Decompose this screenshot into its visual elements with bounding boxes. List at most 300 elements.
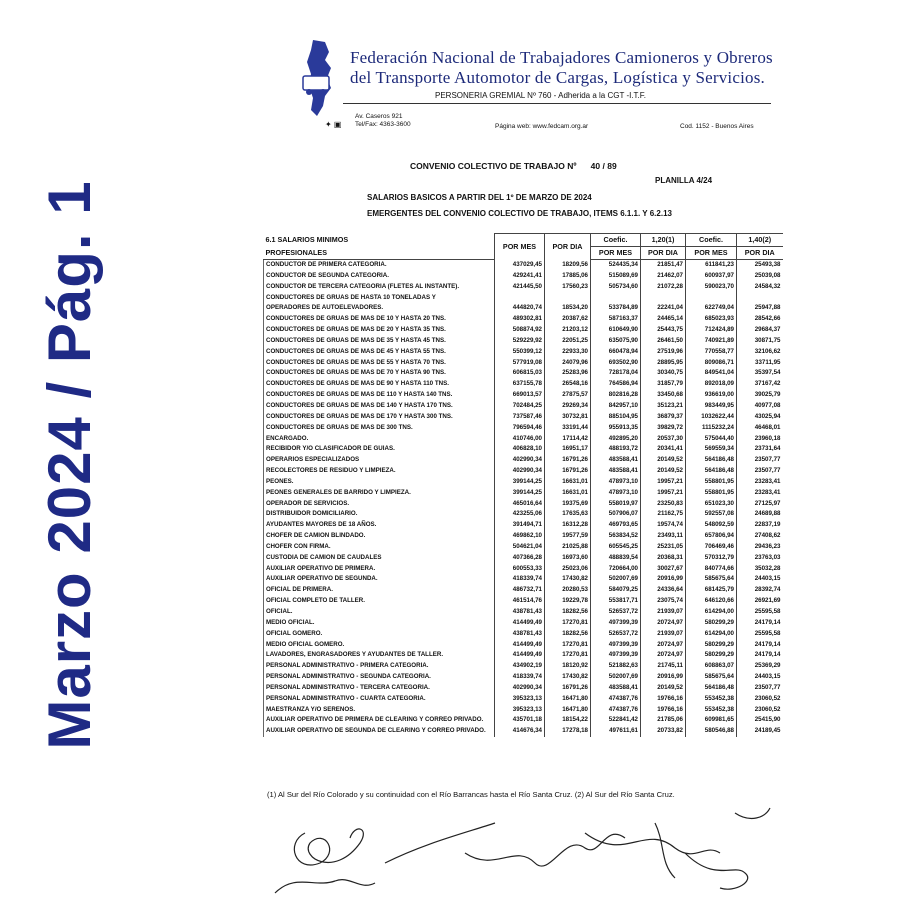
cell-por-mes: 402990,34 — [495, 455, 545, 466]
cell-por-mes-140: 608863,07 — [686, 661, 737, 672]
cell-por-mes: 418339,74 — [495, 672, 545, 683]
cell-por-dia-120 — [641, 293, 686, 304]
cell-por-dia-140: 24179,14 — [737, 640, 783, 651]
profesionales-header: PROFESIONALES — [264, 247, 495, 260]
cell-por-mes-140: 611841,23 — [686, 260, 737, 271]
cell-por-mes-140: 592557,08 — [686, 509, 737, 520]
cell-por-dia-120: 33450,68 — [641, 390, 686, 401]
cell-por-dia: 16631,01 — [545, 488, 591, 499]
cell-por-dia-120: 31857,79 — [641, 379, 686, 390]
table-row — [264, 629, 783, 640]
cell-por-mes-120: 507906,07 — [591, 509, 641, 520]
cell-por-mes-120: 533784,89 — [591, 303, 641, 314]
cell-por-mes-140: 585675,64 — [686, 672, 737, 683]
cell-por-dia: 20280,53 — [545, 585, 591, 596]
cell-por-dia-140: 30871,75 — [737, 336, 783, 347]
cell-por-mes-120: 502007,69 — [591, 672, 641, 683]
cell-por-mes-120: 764586,94 — [591, 379, 641, 390]
table-row — [264, 683, 783, 694]
col-header-por-mes-140: POR MES — [686, 247, 737, 260]
cell-por-dia-140: 39025,79 — [737, 390, 783, 401]
cell-row-name: PEONES. — [264, 477, 495, 488]
cell-por-mes-140: 558801,95 — [686, 488, 737, 499]
cell-por-dia-140: 24403,15 — [737, 574, 783, 585]
cell-por-mes-120: 635075,90 — [591, 336, 641, 347]
cell-por-dia: 16312,28 — [545, 520, 591, 531]
cell-por-mes-120: 497399,39 — [591, 650, 641, 661]
cell-por-mes-120: 488839,54 — [591, 553, 641, 564]
cell-por-mes-120: 558019,97 — [591, 499, 641, 510]
cell-por-dia-120: 19957,21 — [641, 488, 686, 499]
cell-por-mes-120: 497399,39 — [591, 618, 641, 629]
convenio-title: CONVENIO COLECTIVO DE TRABAJO Nº 40 / 89 — [410, 161, 617, 171]
cell-por-dia: 18282,56 — [545, 629, 591, 640]
postal-code-text: Cod. 1152 - Buenos Aires — [680, 123, 754, 130]
header-divider — [343, 103, 771, 104]
cell-por-mes-140: 614294,00 — [686, 629, 737, 640]
cell-por-mes: 550399,12 — [495, 347, 545, 358]
cell-por-mes-140: 706469,46 — [686, 542, 737, 553]
table-row — [264, 303, 783, 314]
cell-por-dia-140: 23960,18 — [737, 434, 783, 445]
cell-por-mes-120: 515089,69 — [591, 271, 641, 282]
table-row — [264, 650, 783, 661]
cell-por-dia-120: 20149,52 — [641, 455, 686, 466]
table-row — [264, 488, 783, 499]
cell-por-mes-140: 646120,66 — [686, 596, 737, 607]
cell-por-mes-120: 492895,20 — [591, 434, 641, 445]
cell-por-mes-120: 469793,65 — [591, 520, 641, 531]
cell-por-mes-140: 569559,34 — [686, 444, 737, 455]
col-header-120: 1,20(1) — [641, 234, 686, 247]
cell-por-mes-140: 564186,48 — [686, 466, 737, 477]
cell-por-mes-140: 553452,38 — [686, 705, 737, 716]
cell-por-dia-140: 25947,88 — [737, 303, 783, 314]
cell-por-mes-120: 483588,41 — [591, 455, 641, 466]
table-row — [264, 423, 783, 434]
cell-por-mes-140: 892018,09 — [686, 379, 737, 390]
salary-table — [263, 233, 783, 737]
cell-row-name: CONDUCTOR DE SEGUNDA CATEGORIA. — [264, 271, 495, 282]
cell-por-mes-120: 474387,76 — [591, 694, 641, 705]
cell-por-mes-120: 553817,71 — [591, 596, 641, 607]
cell-por-mes-140: 770558,77 — [686, 347, 737, 358]
cell-por-mes-120: 720664,00 — [591, 564, 641, 575]
cell-row-name: CONDUCTORES DE GRUAS DE HASTA 10 TONELADAS Y — [264, 293, 495, 304]
cell-por-dia: 17270,81 — [545, 650, 591, 661]
cell-row-name: PERSONAL ADMINISTRATIVO - TERCERA CATEGORIA. — [264, 683, 495, 694]
cell-por-dia-140: 22837,19 — [737, 520, 783, 531]
cell-por-mes-120: 488193,72 — [591, 444, 641, 455]
cell-por-dia-120: 25443,75 — [641, 325, 686, 336]
cell-por-dia: 21025,88 — [545, 542, 591, 553]
cell-por-dia-140: 24179,14 — [737, 618, 783, 629]
cell-por-dia: 16471,80 — [545, 694, 591, 705]
cell-por-dia: 20387,62 — [545, 314, 591, 325]
cell-por-mes: 395323,13 — [495, 694, 545, 705]
table-row — [264, 314, 783, 325]
cell-por-dia: 30732,81 — [545, 412, 591, 423]
cell-por-dia: 16791,26 — [545, 455, 591, 466]
website-text: Página web: www.fedcam.org.ar — [495, 123, 589, 130]
cell-row-name: OFICIAL COMPLETO DE TALLER. — [264, 596, 495, 607]
table-row — [264, 574, 783, 585]
cell-row-name: MEDIO OFICIAL GOMERO. — [264, 640, 495, 651]
cell-por-mes: 421445,50 — [495, 282, 545, 293]
table-row — [264, 466, 783, 477]
cell-por-mes: 414499,49 — [495, 618, 545, 629]
cell-por-dia-120: 36879,37 — [641, 412, 686, 423]
cell-por-dia-140: 27408,62 — [737, 531, 783, 542]
cell-row-name: AYUDANTES MAYORES DE 18 AÑOS. — [264, 520, 495, 531]
cell-por-dia-120: 20537,30 — [641, 434, 686, 445]
cell-por-dia-140: 35397,54 — [737, 368, 783, 379]
table-row — [264, 499, 783, 510]
cell-por-dia-140: 23283,41 — [737, 488, 783, 499]
table-row — [264, 596, 783, 607]
cell-por-mes — [495, 293, 545, 304]
col-header-coefic2: Coefic. — [686, 234, 737, 247]
cell-por-mes-120: 502007,69 — [591, 574, 641, 585]
table-row — [264, 293, 783, 304]
cell-por-mes-120: 524435,34 — [591, 260, 641, 271]
footnote: (1) Al Sur del Río Colorado y su continuidad con el Río Barrancas hasta el Río Santa Cruz. (2) Al Sur del Río Santa Cruz. — [267, 790, 675, 799]
cell-por-mes: 796594,46 — [495, 423, 545, 434]
cell-por-mes-120: 483588,41 — [591, 466, 641, 477]
cell-por-mes-140: 558801,95 — [686, 477, 737, 488]
cell-por-mes: 414499,49 — [495, 640, 545, 651]
table-row — [264, 477, 783, 488]
cell-por-dia-140: 23507,77 — [737, 683, 783, 694]
cell-row-name: PERSONAL ADMINISTRATIVO - SEGUNDA CATEGORIA. — [264, 672, 495, 683]
cell-row-name: PERSONAL ADMINISTRATIVO - PRIMERA CATEGORIA. — [264, 661, 495, 672]
cell-por-mes-120: 584079,25 — [591, 585, 641, 596]
cell-por-dia-120: 21851,47 — [641, 260, 686, 271]
cell-por-dia-120: 23075,74 — [641, 596, 686, 607]
cell-por-mes-120: 526537,72 — [591, 629, 641, 640]
cell-por-dia: 17270,81 — [545, 640, 591, 651]
cell-por-dia: 17430,82 — [545, 574, 591, 585]
cell-por-mes: 407366,28 — [495, 553, 545, 564]
cell-por-dia-140: 32106,62 — [737, 347, 783, 358]
col-header-por-mes-120: POR MES — [591, 247, 641, 260]
table-row — [264, 271, 783, 282]
cell-por-mes-120: 497611,61 — [591, 726, 641, 737]
cell-por-dia-120: 20724,97 — [641, 640, 686, 651]
cell-por-mes: 737587,46 — [495, 412, 545, 423]
cell-por-mes-120: 497399,39 — [591, 640, 641, 651]
cell-por-dia-120: 20149,52 — [641, 466, 686, 477]
cell-por-dia-140: 25493,38 — [737, 260, 783, 271]
cell-por-dia: 17114,42 — [545, 434, 591, 445]
table-row — [264, 661, 783, 672]
table-row — [264, 542, 783, 553]
cell-row-name: ENCARGADO. — [264, 434, 495, 445]
cell-por-dia: 22051,25 — [545, 336, 591, 347]
cell-row-name: OPERADOR DE SERVICIOS. — [264, 499, 495, 510]
cell-por-dia: 16951,17 — [545, 444, 591, 455]
cell-por-mes: 469862,10 — [495, 531, 545, 542]
cell-por-dia-120: 24336,64 — [641, 585, 686, 596]
col-header-por-dia-120: POR DIA — [641, 247, 686, 260]
cell-por-dia: 18534,20 — [545, 303, 591, 314]
cell-por-dia-140: 24403,15 — [737, 672, 783, 683]
small-emblems-icon: ✦ ▣ — [325, 120, 342, 129]
planilla-title: PLANILLA 4/24 — [655, 176, 713, 185]
cell-por-dia: 26548,16 — [545, 379, 591, 390]
cell-row-name: AUXILIAR OPERATIVO DE PRIMERA DE CLEARING Y CORREO PRIVADO. — [264, 715, 495, 726]
cell-por-dia-140: 28392,74 — [737, 585, 783, 596]
cell-por-mes: 489302,81 — [495, 314, 545, 325]
cell-por-dia-120: 28895,95 — [641, 358, 686, 369]
table-row — [264, 390, 783, 401]
cell-por-mes: 395323,13 — [495, 705, 545, 716]
cell-por-mes-120: 610649,90 — [591, 325, 641, 336]
cell-por-dia-120: 20368,31 — [641, 553, 686, 564]
cell-por-mes: 391494,71 — [495, 520, 545, 531]
cell-row-name: MAESTRANZA Y/O SERENOS. — [264, 705, 495, 716]
col-header-140: 1,40(2) — [737, 234, 783, 247]
cell-por-dia-140: 46468,01 — [737, 423, 783, 434]
cell-por-mes-140: 553452,38 — [686, 694, 737, 705]
emergentes-title: EMERGENTES DEL CONVENIO COLECTIVO DE TRABAJO, ITEMS 6.1.1. Y 6.2.13 — [367, 209, 672, 218]
cell-row-name: CHOFER DE CAMION BLINDADO. — [264, 531, 495, 542]
cell-por-mes-120: 521882,63 — [591, 661, 641, 672]
cell-por-mes-140: 564186,48 — [686, 455, 737, 466]
cell-por-dia-140: 23060,52 — [737, 694, 783, 705]
cell-row-name: CONDUCTORES DE GRUAS DE MAS DE 20 Y HASTA 35 TNS. — [264, 325, 495, 336]
cell-por-mes-140: 936619,00 — [686, 390, 737, 401]
cell-por-dia-140 — [737, 293, 783, 304]
cell-por-mes: 606815,03 — [495, 368, 545, 379]
cell-por-mes-140: 657806,94 — [686, 531, 737, 542]
cell-por-mes-120: 478973,10 — [591, 488, 641, 499]
cell-por-dia-120: 19957,21 — [641, 477, 686, 488]
cell-por-dia-140: 24584,32 — [737, 282, 783, 293]
cell-por-dia-140: 35032,28 — [737, 564, 783, 575]
cell-por-dia-120: 20149,52 — [641, 683, 686, 694]
address-text: Av. Caseros 921 — [355, 113, 403, 120]
col-header-por-dia-140: POR DIA — [737, 247, 783, 260]
cell-row-name: LAVADORES, ENGRASADORES Y AYUDANTES DE TALLER. — [264, 650, 495, 661]
cell-por-mes: 486732,71 — [495, 585, 545, 596]
cell-por-dia: 19229,78 — [545, 596, 591, 607]
cell-por-dia-120: 30027,67 — [641, 564, 686, 575]
cell-por-mes-120: 693502,90 — [591, 358, 641, 369]
cell-por-dia: 16471,80 — [545, 705, 591, 716]
cell-por-mes: 399144,25 — [495, 488, 545, 499]
table-row — [264, 640, 783, 651]
table-row — [264, 325, 783, 336]
cell-por-dia-140: 25415,90 — [737, 715, 783, 726]
cell-por-mes-140: 609981,65 — [686, 715, 737, 726]
cell-por-dia-120: 21462,07 — [641, 271, 686, 282]
cell-por-mes-120: 955913,35 — [591, 423, 641, 434]
cell-por-dia: 16631,01 — [545, 477, 591, 488]
cell-por-mes: 399144,25 — [495, 477, 545, 488]
cell-por-mes: 410746,00 — [495, 434, 545, 445]
table-row — [264, 607, 783, 618]
cell-por-mes: 508874,92 — [495, 325, 545, 336]
cell-por-mes-140: 564186,48 — [686, 683, 737, 694]
cell-por-dia-140: 33711,95 — [737, 358, 783, 369]
cell-por-mes-120: 660478,94 — [591, 347, 641, 358]
cell-por-mes: 406828,10 — [495, 444, 545, 455]
cell-por-mes: 577919,08 — [495, 358, 545, 369]
table-row — [264, 715, 783, 726]
cell-por-dia: 21203,12 — [545, 325, 591, 336]
cell-por-mes: 504621,04 — [495, 542, 545, 553]
cell-por-mes-140: 580299,29 — [686, 650, 737, 661]
cell-row-name: CHOFER CON FIRMA. — [264, 542, 495, 553]
cell-por-mes-120: 605545,25 — [591, 542, 641, 553]
cell-por-dia: 33191,44 — [545, 423, 591, 434]
cell-por-dia: 16791,26 — [545, 683, 591, 694]
table-row — [264, 585, 783, 596]
table-row — [264, 347, 783, 358]
cell-por-mes: 414499,49 — [495, 650, 545, 661]
table-row — [264, 705, 783, 716]
cell-por-dia: 18209,56 — [545, 260, 591, 271]
cell-row-name: AUXILIAR OPERATIVO DE PRIMERA. — [264, 564, 495, 575]
cell-por-mes-140: 622749,04 — [686, 303, 737, 314]
col-header-por-mes: POR MES — [495, 234, 545, 260]
cell-por-mes-140: 983449,95 — [686, 401, 737, 412]
cell-por-dia-140: 25039,08 — [737, 271, 783, 282]
cell-por-dia-140: 29684,37 — [737, 325, 783, 336]
cell-por-dia: 17270,81 — [545, 618, 591, 629]
cell-por-dia-140: 27125,97 — [737, 499, 783, 510]
cell-por-dia-120: 20341,41 — [641, 444, 686, 455]
cell-row-name: CONDUCTORES DE GRUAS DE MAS DE 70 Y HASTA 90 TNS. — [264, 368, 495, 379]
table-row — [264, 358, 783, 369]
cell-por-mes-140: 1115232,24 — [686, 423, 737, 434]
cell-row-name: PEONES GENERALES DE BARRIDO Y LIMPIEZA. — [264, 488, 495, 499]
cell-por-mes-140: 840774,66 — [686, 564, 737, 575]
table-row — [264, 368, 783, 379]
cell-por-dia-120: 35123,21 — [641, 401, 686, 412]
cell-por-mes-140: 590023,70 — [686, 282, 737, 293]
cell-por-dia-140: 23060,52 — [737, 705, 783, 716]
cell-por-dia-120: 20724,97 — [641, 650, 686, 661]
cell-por-dia-120: 25231,05 — [641, 542, 686, 553]
cell-por-dia-120: 20916,99 — [641, 672, 686, 683]
cell-por-mes-140: 685023,93 — [686, 314, 737, 325]
table-row — [264, 434, 783, 445]
cell-por-dia-120: 19766,16 — [641, 705, 686, 716]
cell-por-dia-120: 21072,28 — [641, 282, 686, 293]
cell-por-mes-120: 587163,37 — [591, 314, 641, 325]
cell-por-mes-120: 483588,41 — [591, 683, 641, 694]
cell-por-dia: 16973,60 — [545, 553, 591, 564]
cell-por-dia-120: 22241,04 — [641, 303, 686, 314]
cell-por-dia-120: 21939,07 — [641, 629, 686, 640]
cell-por-dia: 19375,69 — [545, 499, 591, 510]
cell-por-dia: 18154,22 — [545, 715, 591, 726]
cell-por-dia-120: 27519,96 — [641, 347, 686, 358]
table-row — [264, 520, 783, 531]
telfax-text: Tel/Fax: 4363-3600 — [355, 121, 411, 128]
cell-por-dia-140: 24189,45 — [737, 726, 783, 737]
cell-por-dia-140: 23283,41 — [737, 477, 783, 488]
cell-por-mes-140: 1032622,44 — [686, 412, 737, 423]
signatures-image — [265, 803, 780, 898]
cell-por-mes: 637155,78 — [495, 379, 545, 390]
cell-por-mes: 435701,18 — [495, 715, 545, 726]
cell-por-dia-140: 23507,77 — [737, 455, 783, 466]
cell-row-name: AUXILIAR OPERATIVO DE SEGUNDA DE CLEARING Y CORREO PRIVADO. — [264, 726, 495, 737]
cell-por-dia: 18120,92 — [545, 661, 591, 672]
cell-por-dia-120: 19766,16 — [641, 694, 686, 705]
cell-row-name: CONDUCTORES DE GRUAS DE MAS DE 170 Y HASTA 300 TNS. — [264, 412, 495, 423]
table-row — [264, 336, 783, 347]
cell-por-dia: 25283,96 — [545, 368, 591, 379]
cell-row-name: CONDUCTORES DE GRUAS DE MAS DE 55 Y HASTA 70 TNS. — [264, 358, 495, 369]
table-row — [264, 509, 783, 520]
cell-por-mes: 414676,34 — [495, 726, 545, 737]
cell-por-dia: 22933,30 — [545, 347, 591, 358]
table-row — [264, 260, 783, 271]
cell-row-name: DISTRIBUIDOR DOMICILIARIO. — [264, 509, 495, 520]
cell-por-mes-140: 570312,79 — [686, 553, 737, 564]
cell-por-mes-120: 842957,10 — [591, 401, 641, 412]
cell-row-name: OPERADORES DE AUTOELEVADORES. — [264, 303, 495, 314]
side-page-label: Marzo 2024 / Pág. 1 — [36, 180, 103, 750]
cell-por-mes-140: 614294,00 — [686, 607, 737, 618]
cell-por-dia-140: 25595,58 — [737, 607, 783, 618]
cell-por-dia-140: 24179,14 — [737, 650, 783, 661]
cell-por-mes: 702484,25 — [495, 401, 545, 412]
cell-row-name: CONDUCTORES DE GRUAS DE MAS DE 90 Y HASTA 110 TNS. — [264, 379, 495, 390]
cell-por-mes-140: 651023,30 — [686, 499, 737, 510]
cell-por-mes-140: 548092,59 — [686, 520, 737, 531]
cell-por-dia-120: 39829,72 — [641, 423, 686, 434]
cell-por-dia-120: 20733,82 — [641, 726, 686, 737]
cell-row-name: CONDUCTORES DE GRUAS DE MAS DE 300 TNS. — [264, 423, 495, 434]
cell-por-mes: 465016,64 — [495, 499, 545, 510]
cell-por-dia: 25023,06 — [545, 564, 591, 575]
cell-por-dia: 24079,96 — [545, 358, 591, 369]
cell-por-dia-140: 29436,23 — [737, 542, 783, 553]
cell-por-mes-140: 849541,04 — [686, 368, 737, 379]
cell-por-dia-120: 30340,75 — [641, 368, 686, 379]
cell-por-dia-120: 23493,11 — [641, 531, 686, 542]
cell-por-dia: 17885,06 — [545, 271, 591, 282]
cell-por-mes-140: 580546,88 — [686, 726, 737, 737]
cell-por-mes: 438781,43 — [495, 607, 545, 618]
table-row — [264, 282, 783, 293]
cell-row-name: OFICIAL. — [264, 607, 495, 618]
cell-row-name: AUXILIAR OPERATIVO DE SEGUNDA. — [264, 574, 495, 585]
cell-row-name: CUSTODIA DE CAMION DE CAUDALES — [264, 553, 495, 564]
org-name-line1: Federación Nacional de Trabajadores Camioneros y Obreros — [350, 48, 773, 67]
cell-por-mes: 429241,41 — [495, 271, 545, 282]
personeria-text: PERSONERIA GREMIAL Nº 760 - Adherida a la CGT -I.T.F. — [435, 91, 646, 100]
cell-row-name: CONDUCTORES DE GRUAS DE MAS DE 10 Y HASTA 20 TNS. — [264, 314, 495, 325]
cell-por-mes: 402990,34 — [495, 683, 545, 694]
cell-por-dia-120: 26461,50 — [641, 336, 686, 347]
cell-por-mes-140: 580299,29 — [686, 640, 737, 651]
cell-por-mes-140: 740921,89 — [686, 336, 737, 347]
cell-por-dia-140: 23731,64 — [737, 444, 783, 455]
cell-por-dia-120: 20724,97 — [641, 618, 686, 629]
cell-por-dia-140: 24689,88 — [737, 509, 783, 520]
cell-por-mes: 423255,06 — [495, 509, 545, 520]
cell-por-mes: 418339,74 — [495, 574, 545, 585]
cell-row-name: CONDUCTORES DE GRUAS DE MAS DE 110 Y HASTA 140 TNS. — [264, 390, 495, 401]
cell-por-mes-140: 681425,79 — [686, 585, 737, 596]
table-row — [264, 726, 783, 737]
